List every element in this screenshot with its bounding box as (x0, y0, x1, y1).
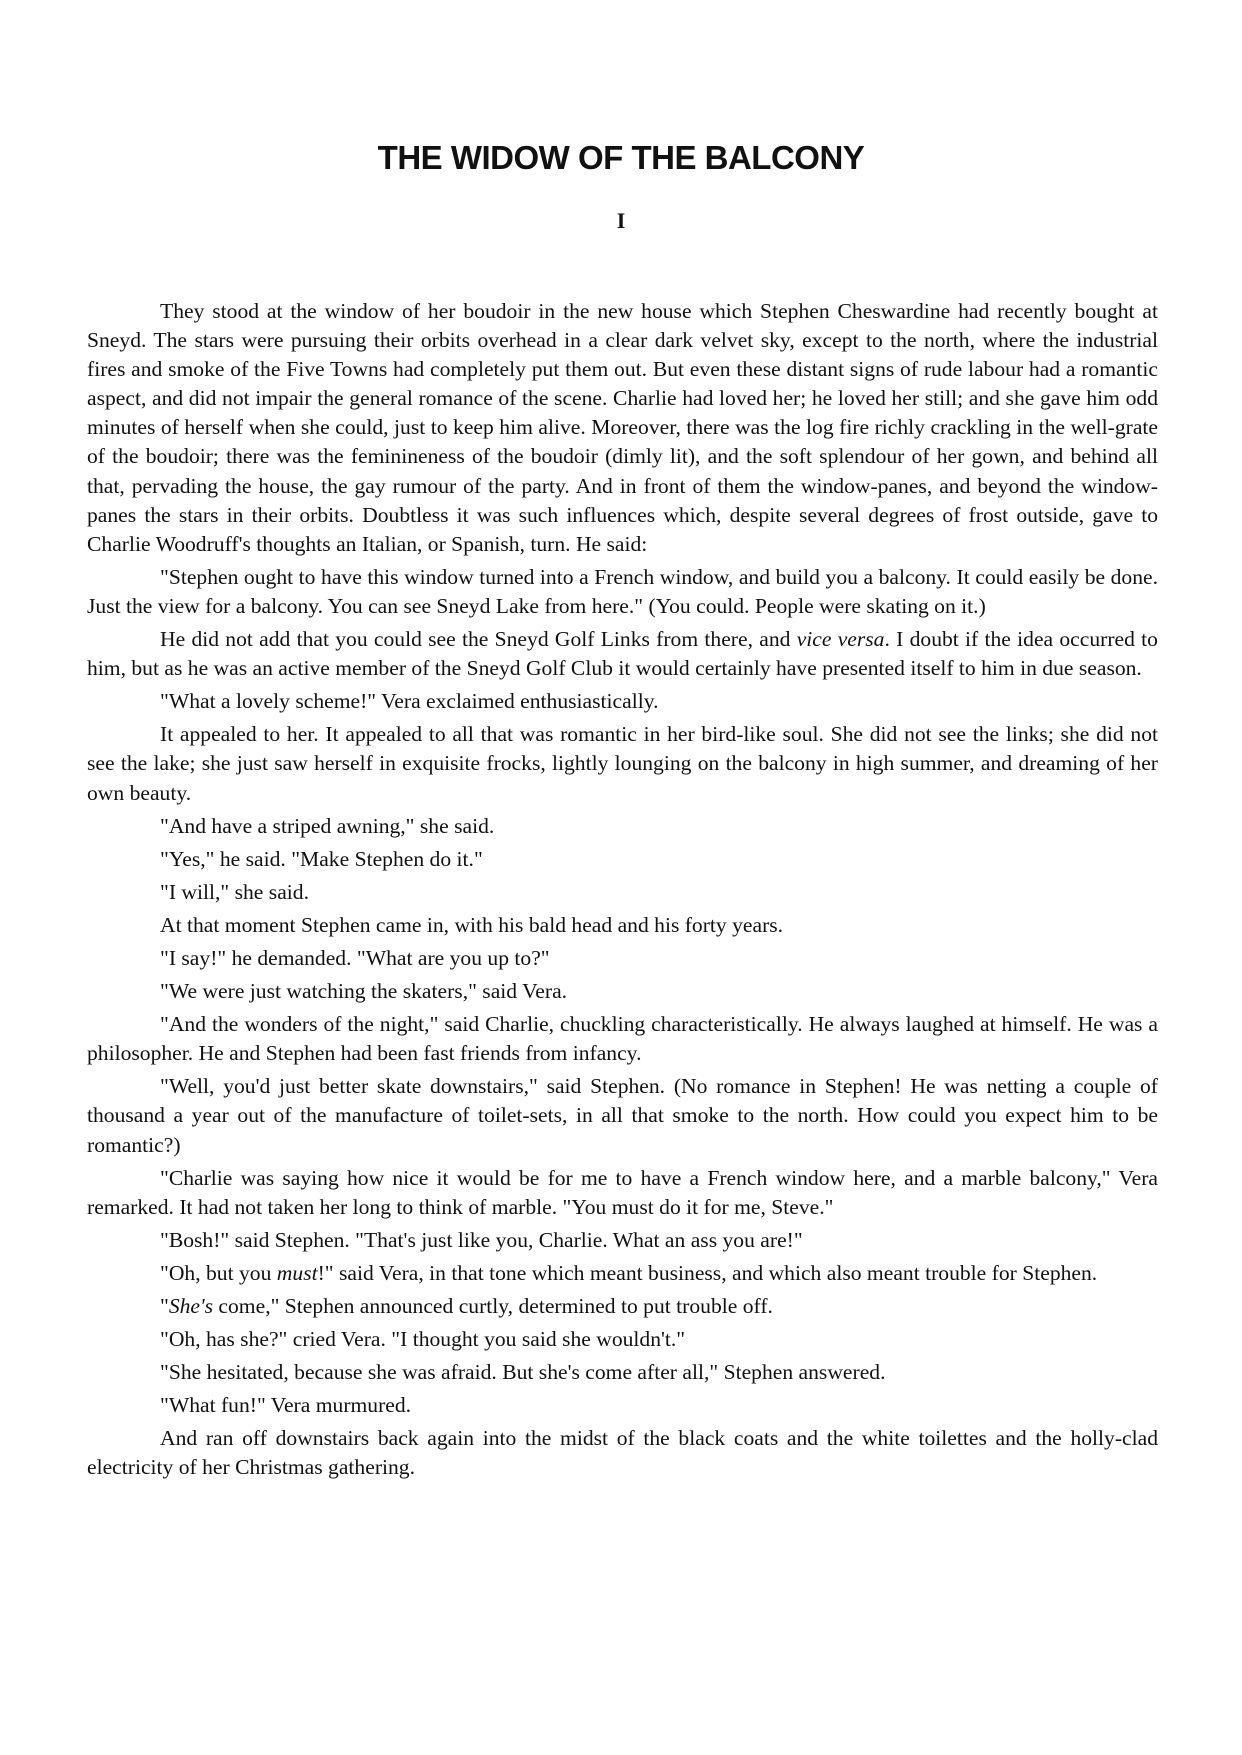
paragraph-text: "Well, you'd just better skate downstairs," said Stephen. (No romance in Stephen! He was netting a couple of thousand a year out of the manufacture of toilet-sets, in all that smoke to the north. How could you expect him to be romantic?) (87, 1074, 1158, 1157)
paragraph (87, 1292, 1158, 1321)
italic-text: She's (168, 1294, 214, 1318)
paragraph (87, 625, 1158, 683)
paragraph (87, 1358, 1158, 1387)
paragraph-text: "She hesitated, because she was afraid. But she's come after all," Stephen answered. (160, 1360, 886, 1385)
paragraph-text: . I doubt if the idea occurred to him, but as he was an active member of the Sneyd Golf Club it would certainly have presented itself to him in due season. (87, 627, 1158, 681)
paragraph (87, 1226, 1158, 1255)
paragraph (87, 563, 1158, 621)
italic-text: must (276, 1260, 318, 1285)
paragraph-text: "I say!" he demanded. "What are you up to?" (160, 945, 550, 970)
paragraph-text: "Bosh!" said Stephen. "That's just like you, Charlie. What an ass you are!" (160, 1227, 803, 1252)
paragraph-text: They stood at the window of her boudoir in the new house which Stephen Cheswardine had recently bought at Sneyd. The stars were pursuing their orbits overhead in a clear dark velvet sky, except to the north, where the industrial fires and smoke of the Five Towns had completely put them out. But even these distant signs of rude labour had a romantic aspect, and did not impair the general romance of the scene. Charlie had loved her; he loved her still; and she gave him odd minutes of herself when she could, just to keep him alive. Moreover, there was the log fire richly crackling in the well-grate of the boudoir; there was the feminineness of the boudoir (dimly lit), and the soft splendour of her gown, and behind all that, pervading the house, the gay rumour of the party. And in front of them the window-panes, and beyond the window-panes the stars in their orbits. Doubtless it was such influences which, despite several degrees of frost outside, gave to Charlie Woodruff's thoughts an Italian, or Spanish, turn. He said: (87, 299, 1158, 556)
paragraph (87, 720, 1158, 807)
paragraph-text: "And have a striped awning," she said. (160, 813, 495, 838)
page-title: THE WIDOW OF THE BALCONY (377, 139, 865, 176)
paragraph-text: "Yes," he said. "Make Stephen do it." (160, 846, 483, 871)
italic-text: vice versa (796, 627, 885, 652)
paragraph-text: "Charlie was saying how nice it would be for me to have a French window here, and a marble balcony," Vera remarked. It had not taken her long to think of marble. "You must do it for me, Steve." (87, 1165, 1158, 1219)
paragraph-text: "And the wonders of the night," said Charlie, chuckling characteristically. He always laughed at himself. He was a philosopher. He and Stephen had been fast friends from infancy. (87, 1012, 1158, 1066)
paragraph-text: "I will," she said. (160, 879, 309, 904)
paragraph (87, 878, 1158, 907)
paragraph-text: "We were just watching the skaters," said Vera. (160, 979, 568, 1004)
paragraph-text: At that moment Stephen came in, with his bald head and his forty years. (160, 912, 784, 937)
paragraph-text: " (160, 1294, 169, 1318)
paragraph-text: "What a lovely scheme!" Vera exclaimed enthusiastically. (160, 689, 659, 714)
paragraph (87, 944, 1158, 973)
paragraph-text: "What fun!" Vera murmured. (160, 1393, 412, 1418)
paragraph (87, 812, 1158, 841)
chapter-heading: I (616, 208, 626, 233)
paragraph (87, 1391, 1158, 1420)
paragraph (87, 911, 1158, 940)
paragraph-text: And ran off downstairs back again into the midst of the black coats and the white toilettes and the holly-clad electricity of her Christmas gathering. (87, 1426, 1158, 1480)
paragraph (87, 977, 1158, 1006)
paragraph-text: !" said Vera, in that tone which meant business, and which also meant trouble for Stephen. (317, 1260, 1098, 1285)
paragraph-text: "Oh, has she?" cried Vera. "I thought you said she wouldn't." (160, 1327, 686, 1352)
paragraph-text: He did not add that you could see the Sneyd Golf Links from there, and (160, 627, 797, 652)
paragraph (87, 1259, 1158, 1288)
paragraph (87, 1325, 1158, 1354)
paragraph-text: "Oh, but you (160, 1260, 277, 1285)
paragraph (87, 845, 1158, 874)
paragraph-text: "Stephen ought to have this window turned into a French window, and build you a balcony. It could easily be done. Just the view for a balcony. You can see Sneyd Lake from here." (You could. People were skating on it.) (87, 564, 1158, 618)
paragraph-text: It appealed to her. It appealed to all that was romantic in her bird-like soul. She did not see the links; she did not see the lake; she just saw herself in exquisite frocks, lightly lounging on the balcony in high summer, and dreaming of her own beauty. (87, 722, 1158, 805)
paragraph (87, 1072, 1158, 1159)
paragraph (87, 687, 1158, 716)
body-text (87, 297, 1158, 1487)
paragraph (87, 297, 1158, 559)
paragraph (87, 1424, 1158, 1482)
paragraph (87, 1010, 1158, 1068)
paragraph (87, 1164, 1158, 1222)
paragraph-text: come," Stephen announced curtly, determined to put trouble off. (213, 1294, 773, 1318)
